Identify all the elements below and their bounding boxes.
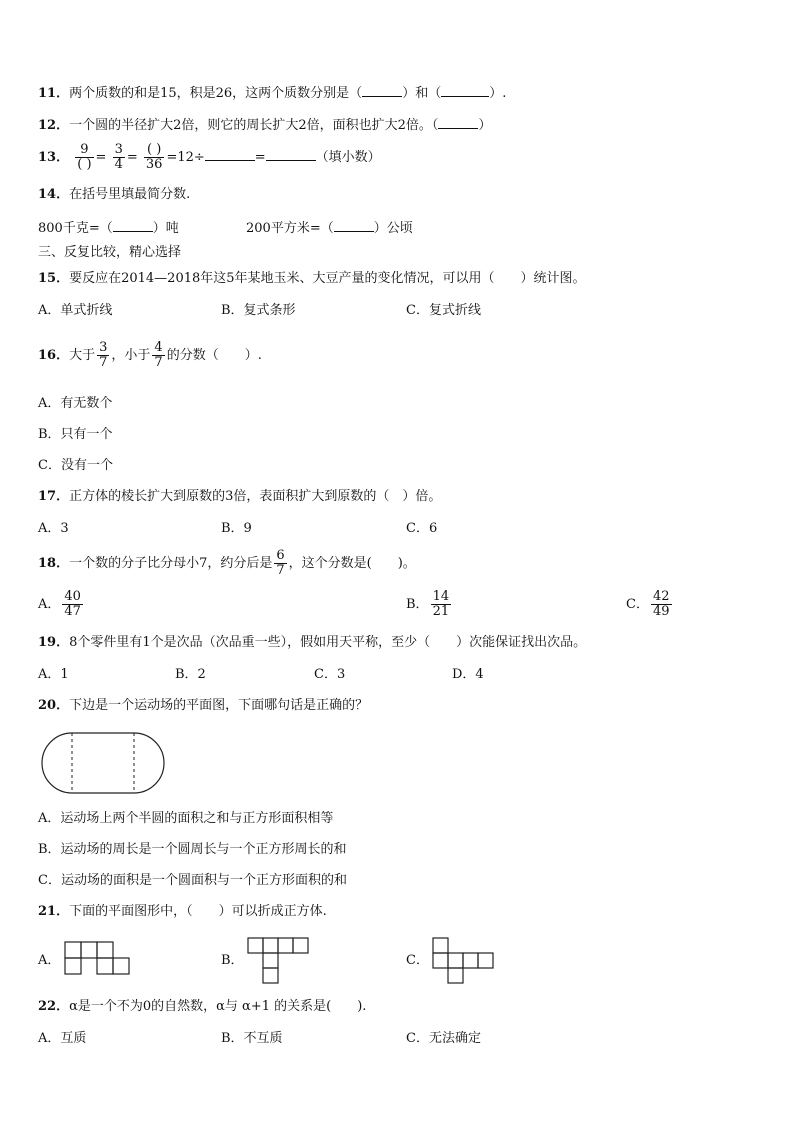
fraction <box>152 341 164 370</box>
option-b[interactable]: B．9 <box>221 521 252 536</box>
question-text: ）公顷 <box>373 221 413 236</box>
option-b[interactable]: B．只有一个 <box>38 427 113 442</box>
option-b[interactable]: B．不互质 <box>221 1031 283 1046</box>
question-number: 19． <box>38 635 70 650</box>
answer-blank[interactable] <box>438 116 478 129</box>
answer-blank[interactable] <box>362 84 402 97</box>
question-18 <box>38 548 416 580</box>
numerator: 42 <box>652 589 670 604</box>
question-text: 下边是一个运动场的平面图，下面哪句话是正确的？ <box>69 698 369 713</box>
option-b[interactable]: B． <box>221 953 244 968</box>
question-text: α是一个不为0的自然数，α与 α+1 的关系是( ). <box>69 999 367 1014</box>
answer-blank[interactable] <box>205 148 255 161</box>
denominator: 36 <box>145 157 163 172</box>
option-b[interactable]: B．运动场的周长是一个圆周长与一个正方形周长的和 <box>38 842 347 857</box>
option-a[interactable]: A．3 <box>38 521 69 536</box>
fraction <box>144 143 165 172</box>
numerator: 40 <box>64 589 81 604</box>
option-c[interactable]: C．没有一个 <box>38 458 113 473</box>
option-c[interactable]: C．3 <box>314 667 346 682</box>
equals-sign: = <box>126 150 138 165</box>
question-text: 在括号里填最简分数. <box>69 187 191 202</box>
question-number: 14． <box>38 187 70 202</box>
option-c[interactable]: C．运动场的面积是一个圆面积与一个正方形面积的和 <box>38 873 347 888</box>
question-text: 下面的平面图形中，（ ）可以折成正方体. <box>69 904 327 919</box>
question-text: （填小数） <box>315 150 381 165</box>
question-number: 16． <box>38 348 70 363</box>
section-heading: 三、反复比较，精心选择 <box>38 245 182 260</box>
question-text: ） <box>478 118 492 133</box>
question-13 <box>38 142 381 174</box>
question-number: 18． <box>38 556 70 571</box>
numerator: 6 <box>276 548 285 563</box>
option-label: B． <box>406 597 429 612</box>
question-12 <box>38 116 491 134</box>
fraction <box>113 143 125 172</box>
option-a[interactable]: A．互质 <box>38 1031 87 1046</box>
option-b[interactable]: B．2 <box>175 667 206 682</box>
question-text: 一个圆的半径扩大2倍，则它的周长扩大2倍，面积也扩大2倍。（ <box>69 118 439 133</box>
denominator: 7 <box>154 355 163 370</box>
denominator: 7 <box>99 355 108 370</box>
option-a[interactable]: A．1 <box>38 667 69 682</box>
question-text: 8个零件里有1个是次品（次品重一些），假如用天平称，至少（ ）次能保证找出次品。 <box>69 635 587 650</box>
option-a[interactable]: A．单式折线 <box>38 303 113 318</box>
question-text: 一个数的分子比分母小7，约分后是 <box>69 556 273 571</box>
question-14 <box>38 187 190 203</box>
denominator: 49 <box>652 604 670 619</box>
question-text: ，这个分数是( )。 <box>288 556 416 571</box>
option-a[interactable]: A． <box>38 953 61 968</box>
question-number: 20． <box>38 698 70 713</box>
option-c[interactable]: C．复式折线 <box>406 303 481 318</box>
numerator: 4 <box>154 340 163 355</box>
question-number: 22． <box>38 999 70 1014</box>
question-text: 大于 <box>69 348 96 363</box>
question-text: 正方体的棱长扩大到原数的3倍，表面积扩大到原数的（ ）倍。 <box>69 489 442 504</box>
denominator: ( ) <box>77 157 92 172</box>
q14-item-b <box>246 219 413 237</box>
cube-net-a <box>64 941 132 977</box>
option-c[interactable] <box>626 589 674 621</box>
question-number: 21． <box>38 904 70 919</box>
option-label: C． <box>626 597 649 612</box>
denominator: 7 <box>276 563 285 578</box>
numerator: 14 <box>432 589 450 604</box>
option-c[interactable]: C．无法确定 <box>406 1031 481 1046</box>
question-text: 要反应在2014—2018年这5年某地玉米、大豆产量的变化情况，可以用（ ）统计图。 <box>69 271 586 286</box>
question-text: 两个质数的和是15，积是26，这两个质数分别是（ <box>69 86 363 101</box>
denominator: 4 <box>114 157 123 172</box>
question-text: 200平方米=（ <box>246 221 334 236</box>
question-text: 800千克=（ <box>38 221 113 236</box>
question-19 <box>38 635 586 651</box>
question-text: =12÷ <box>166 150 205 165</box>
fraction <box>97 341 109 370</box>
question-text: ，小于 <box>111 348 151 363</box>
question-number: 15． <box>38 271 70 286</box>
question-11 <box>38 84 506 102</box>
question-text: ）吨 <box>152 221 179 236</box>
equals-sign: = <box>254 150 266 165</box>
answer-blank[interactable] <box>334 219 374 232</box>
question-number: 13． <box>38 150 70 165</box>
fraction <box>431 590 452 619</box>
equals-sign: = <box>95 150 107 165</box>
numerator: 9 <box>75 143 93 158</box>
question-16 <box>38 340 262 372</box>
fraction <box>274 549 286 578</box>
q14-item-a <box>38 219 179 237</box>
fraction <box>651 590 672 619</box>
numerator: 3 <box>114 142 123 157</box>
question-number: 12． <box>38 118 70 133</box>
cube-net-b <box>247 937 309 985</box>
question-number: 11． <box>38 86 70 101</box>
numerator: ( ) <box>144 143 165 158</box>
option-d[interactable]: D．4 <box>452 667 484 682</box>
question-text: 的分数（ ）. <box>166 348 262 363</box>
denominator: 47 <box>64 604 81 619</box>
question-21 <box>38 904 327 920</box>
fraction <box>75 143 93 172</box>
option-a[interactable]: A．有无数个 <box>38 396 113 411</box>
option-b[interactable] <box>406 589 453 621</box>
answer-blank[interactable] <box>113 219 153 232</box>
question-number: 17． <box>38 489 70 504</box>
question-22 <box>38 999 366 1015</box>
question-text: ）. <box>489 86 507 101</box>
option-a[interactable]: A．运动场上两个半圆的面积之和与正方形面积相等 <box>38 811 334 826</box>
option-b[interactable]: B．复式条形 <box>221 303 296 318</box>
option-label: A． <box>38 597 61 612</box>
fraction <box>62 590 83 619</box>
stadium-diagram <box>40 731 166 795</box>
numerator: 3 <box>99 340 108 355</box>
option-c[interactable]: C．6 <box>406 521 438 536</box>
option-a[interactable] <box>38 589 85 621</box>
question-text: ）和（ <box>402 86 442 101</box>
cube-net-c <box>432 937 494 985</box>
answer-blank[interactable] <box>266 148 316 161</box>
question-15 <box>38 271 586 287</box>
denominator: 21 <box>432 604 450 619</box>
question-20 <box>38 698 368 714</box>
question-17 <box>38 489 441 505</box>
answer-blank[interactable] <box>441 84 489 97</box>
option-c[interactable]: C． <box>406 953 429 968</box>
